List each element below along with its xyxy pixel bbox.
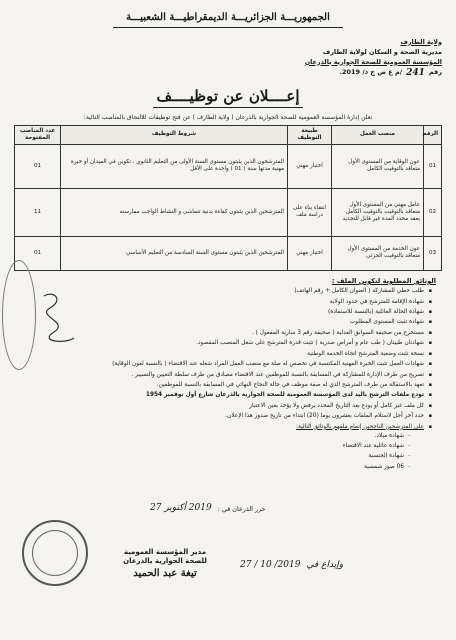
header-post: منصب العمل <box>332 126 424 145</box>
issue-date: 2019 أكتوبر 27 <box>150 503 212 513</box>
table-row <box>15 188 442 236</box>
side-signature <box>40 288 80 348</box>
title-wrap <box>14 87 442 108</box>
ref-number: 241 <box>406 67 425 78</box>
header-count: عدد المناصب المفتوحة <box>15 126 61 145</box>
list-item: ▪ تعهد بالاستقالة من طرف المترشح الذي له صفة موظف في حالة النجاح النهائي في المسابقة بالنسبة للموظفين. <box>14 382 424 389</box>
announcement-title-underline <box>153 107 303 108</box>
list-item: ▪ تصريح من طرف الإدارة للمشاركة في المسابقة بالنسبة للموظفين عند الاقتضاء مصادق من طرف سلطة التعيين والتسيير . <box>14 372 424 379</box>
list-item: ▪ شهادة الإقامة للمترشح في حدود الولاية <box>14 299 424 306</box>
list-item: - شهادة ميلاد. <box>14 433 404 440</box>
list-item: ▪ شهادة تثبت المستوى المطلوب <box>14 319 424 326</box>
table-row <box>15 236 442 270</box>
list-item: ▪ كل ملف غير كامل أو يودع بعد التاريخ المحدد يرفض ولا يؤخذ بعين الاعتبار <box>14 403 424 410</box>
signer-block <box>110 548 220 580</box>
final-docs-label <box>14 424 424 471</box>
republic-title: الجمهوريـــة الجزائريـــة الديمقراطيـــة الشعبيـــة <box>126 12 330 23</box>
announcement-title: إعــــلان عن توظيــــف <box>156 86 300 105</box>
list-item: ▪ تودع ملفات الترشح باليد لدى المؤسسة العمومية للصحة الجوارية بالذرعان شارع أول نوفمبر 1954 <box>14 392 424 399</box>
row-num: 01 <box>424 144 442 188</box>
row-num: 02 <box>424 188 442 236</box>
directorate-line: مديرية الصحة و السكان لولاية الطارف <box>322 47 442 56</box>
intro-text: تعلن إدارة المؤسسة العمومية للصحة الجوارية بالذرعان ( ولاية الطارف ) عن فتح توظيفات للالتحاق بالمناصب التالية: <box>83 113 373 121</box>
table-row <box>15 144 442 188</box>
list-item: ▪ طلب خطي للمشاركة ( العنوان الكامل + رقم الهاتف) <box>14 288 424 295</box>
received-label: وإيداع في <box>306 560 344 570</box>
final-docs-label-text: على المترشحين الناجحين إتمام ملفهم بالوثائق التالية: <box>296 423 424 430</box>
row-conditions: المترشحين الذين يثبتون كفاءة بدنية تتماشى و النشاط الواجب ممارسته <box>61 188 288 236</box>
positions-table <box>14 125 442 271</box>
institution-line: المؤسسة العمومية للصحة الجوارية بالذرعان <box>304 57 442 66</box>
list-item: - 06 صور شمسية <box>14 464 404 471</box>
row-post: عون الوقاية من المستوى الأول متعاقد بالتوقيت الكامل <box>332 144 424 188</box>
signer-title-2: للصحة الجوارية بالذرعان <box>123 556 207 565</box>
signer-title-1: مدير المؤسسة العمومية <box>123 548 207 556</box>
list-item: ▪ مستخرج من صحيفة السوابق العدلية ( صحيفة رقم 3 سارية المفعول ) . <box>14 330 424 337</box>
list-item: ▪ شهادة الحالة العائلية (بالنسبة للاستفادة) <box>14 309 424 316</box>
side-stamp <box>2 260 36 370</box>
row-type: اختبار مهني <box>288 144 332 188</box>
title-underline <box>113 27 343 28</box>
ref-label: رقم <box>428 67 442 76</box>
row-conditions: المترشحون الذين يثبتون مستوى السنة الأولى من التعليم الثانوي ، تكوين في الميدان أو خبرة مهنية مدتها سنة ( 01 ) واحدة على الأقل <box>61 144 288 188</box>
row-type: اختبار مهني <box>288 236 332 270</box>
issue-place-date <box>150 503 266 514</box>
list-item: ▪ حدد آخر أجل لاستلام الملفات بعشرون يوما (20) ابتداء من تاريخ صدور هذا الإعلان. <box>14 413 424 420</box>
list-item: ▪ نسخة تثبت وضعية المترشح اتجاه الخدمة الوطنية <box>14 351 424 358</box>
list-item: - شهادة عائلية عند الاقتضاء <box>14 443 404 450</box>
row-num: 03 <box>424 236 442 270</box>
wilaya-line: ولاية الطارف <box>400 37 442 46</box>
row-count: 11 <box>15 188 61 236</box>
ref-suffix: /م ع ص ج ذ/ 2019. <box>339 67 403 76</box>
received-date: 2019/ 10 / 27 <box>240 560 301 570</box>
documents-title: الوثائق المطلوبة لتكوين الملف : <box>331 276 436 285</box>
issue-place: حرر الذرعان في : <box>217 504 266 513</box>
row-count: 01 <box>15 236 61 270</box>
row-post: عامل مهني من المستوى الأول متعاقد بالتوقيت بالتوقيت الكامل بعقد محدد المدة غير قابل للتجديد <box>332 188 424 236</box>
official-stamp <box>22 520 88 586</box>
row-post: عون الخدمة من المستوى الأول متعاقد بالتوقيت الجزئي <box>332 236 424 270</box>
reference-number <box>232 68 442 79</box>
final-docs-list <box>14 433 424 471</box>
row-count: 01 <box>15 144 61 188</box>
row-conditions: المترشحين الذين يثبتون مستوى السنة السادسة من التعليم الأساسي <box>61 236 288 270</box>
signer-name: تيغة عبد الحميد <box>133 567 197 579</box>
issuer-block <box>232 38 442 79</box>
header-conditions: شروط التوظيف <box>61 126 288 145</box>
list-item: ▪ شهادات العمل تثبت الخبرة المهنية المكتسبة في تخصص له صلة مع منصب العمل المراد شغله عند الاقتضاء ( بالنسبة لعون الوقاية) <box>14 361 424 368</box>
row-type: انتقاء بناء على دراسة ملف <box>288 188 332 236</box>
list-item: ▪ شهادتان طبيتان ( طب عام و أمراض صدرية ) تثبت قدرة المترشح على شغل المنصب المقصود. <box>14 340 424 347</box>
header-type: طبيعة التوظيف <box>288 126 332 145</box>
table-header-row <box>15 126 442 145</box>
header-num: الرقم <box>424 126 442 145</box>
received-annotation <box>240 560 343 571</box>
list-item: - شهادة الجنسية <box>14 453 404 460</box>
